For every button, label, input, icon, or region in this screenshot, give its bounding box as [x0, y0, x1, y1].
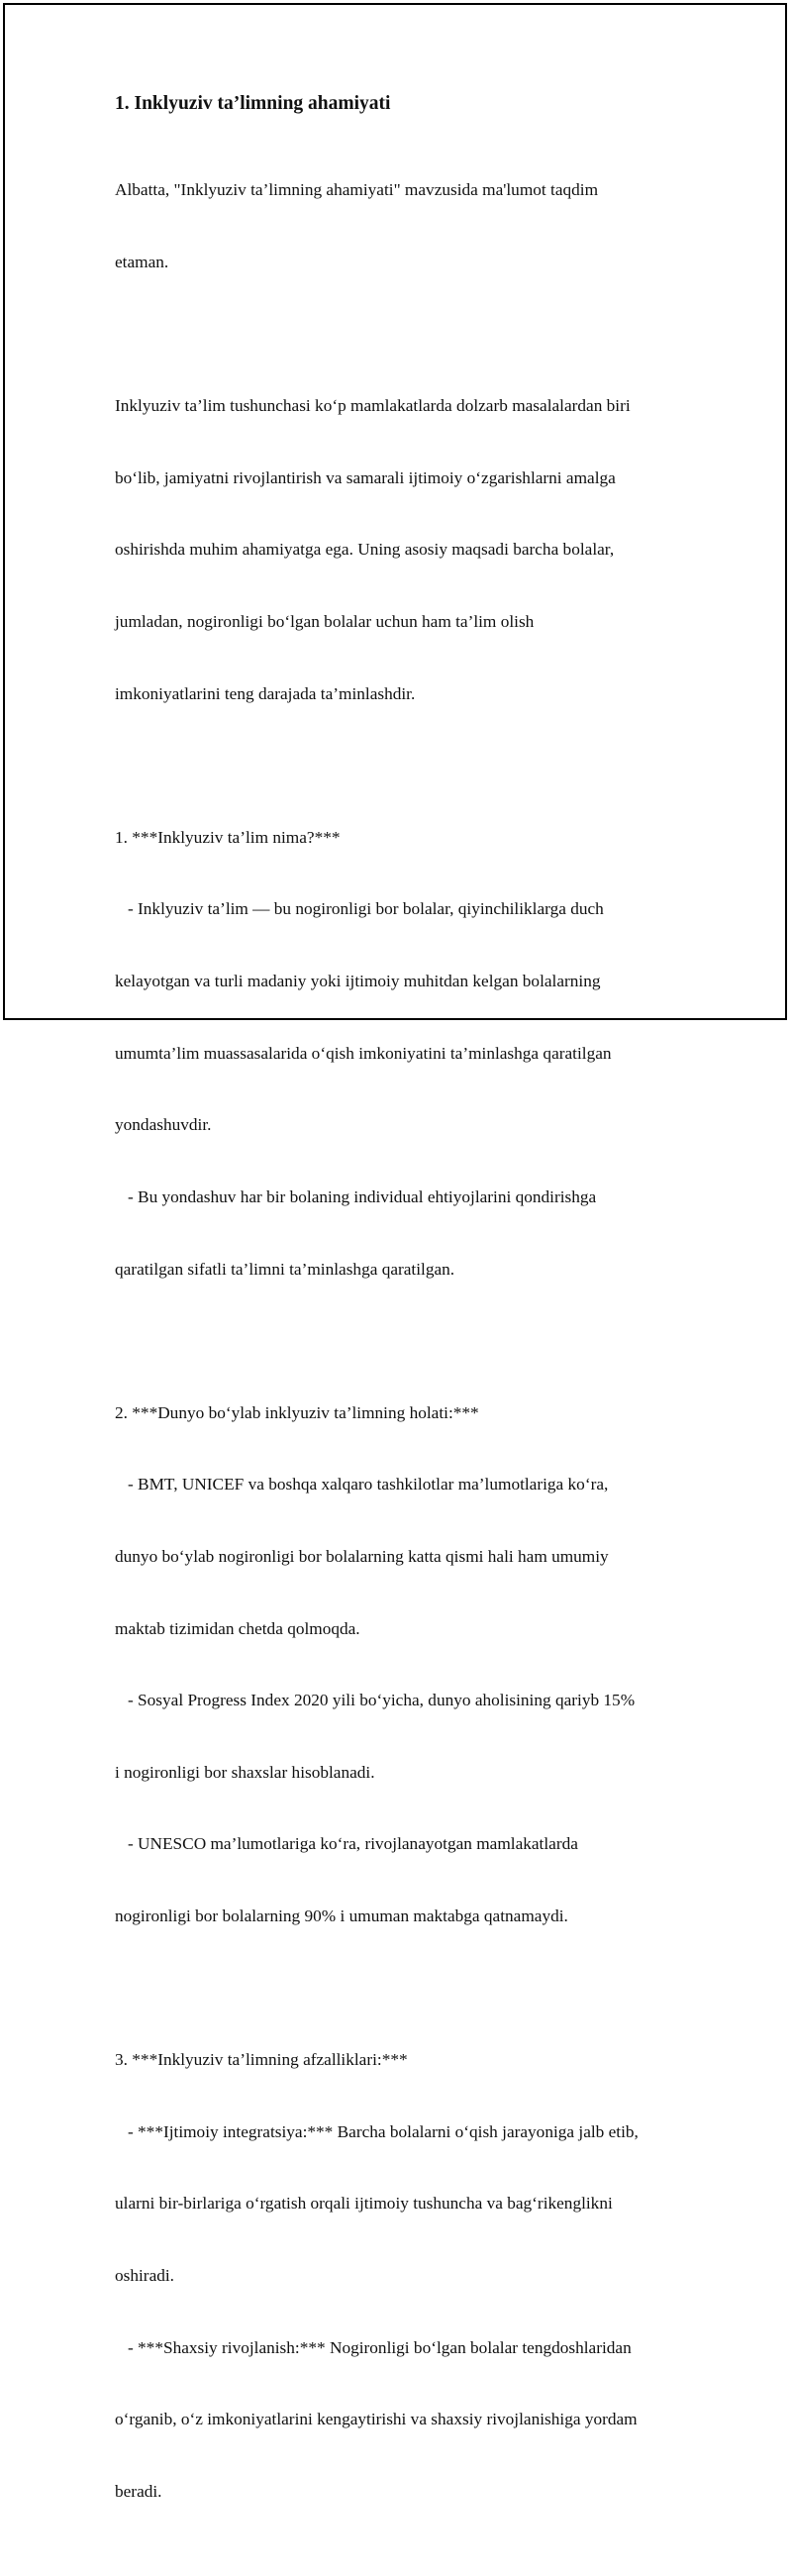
- text-line: dunyo bo‘ylab nogironligi bor bolalarning katta qismi hali ham umumiy: [115, 1546, 609, 1566]
- text-line: imkoniyatlarini teng darajada ta’minlashdir.: [115, 683, 416, 703]
- text-line: Inklyuziv ta’lim tushunchasi ko‘p mamlakatlarda dolzarb masalalardan biri: [115, 396, 631, 416]
- intro-paragraph: [115, 131, 689, 323]
- text-line: - Sosyal Progress Index 2020 yili bo‘yicha, dunyo aholisining qariyb 15%: [115, 1691, 636, 1710]
- text-line: jumladan, nogironligi bo‘lgan bolalar uchun ham ta’lim olish: [115, 612, 535, 632]
- text-line: - BMT, UNICEF va boshqa xalqaro tashkilotlar ma’lumotlariga ko‘ra,: [115, 1475, 609, 1494]
- text-line: o‘rganib, o‘z imkoniyatlarini kengaytirishi va shaxsiy rivojlanishiga yordam: [115, 2410, 638, 2429]
- text-line: Albatta, "Inklyuziv ta’limning ahamiyati" mavzusida ma'lumot taqdim: [115, 180, 599, 200]
- text-line: i nogironligi bor shaxslar hisoblanadi.: [115, 1762, 375, 1782]
- document-body: [115, 91, 689, 2576]
- text-line: etaman.: [115, 253, 169, 272]
- text-line: oshiradi.: [115, 2266, 174, 2286]
- section-3: [115, 2001, 689, 2552]
- text-line: - ***Ijtimoiy integratsiya:*** Barcha bolalarni o‘qish jarayoniga jalb etib,: [115, 2121, 639, 2141]
- text-line: yondashuvdir.: [115, 1115, 212, 1135]
- text-line: kelayotgan va turli madaniy yoki ijtimoiy muhitdan kelgan bolalarning: [115, 972, 601, 991]
- section-heading: 2. ***Dunyo bo‘ylab inklyuziv ta’limning holati:***: [115, 1402, 479, 1422]
- section-1: [115, 777, 689, 1329]
- text-line: oshirishda muhim ahamiyatga ega. Uning asosiy maqsadi barcha bolalar,: [115, 540, 615, 560]
- text-line: - Inklyuziv ta’lim — bu nogironligi bor bolalar, qiyinchiliklarga duch: [115, 899, 604, 919]
- definition-paragraph: [115, 347, 689, 754]
- text-line: - Bu yondashuv har bir bolaning individual ehtiyojlarini qondirishga: [115, 1186, 597, 1206]
- text-line: nogironligi bor bolalarning 90% i umuman maktabga qatnamaydi.: [115, 1906, 568, 1925]
- text-line: - ***Shaxsiy rivojlanish:*** Nogironligi bo‘lgan bolalar tengdoshlaridan: [115, 2337, 632, 2357]
- text-line: - UNESCO ma’lumotlariga ko‘ra, rivojlanayotgan mamlakatlarda: [115, 1834, 578, 1854]
- text-line: umumta’lim muassasalarida o‘qish imkoniyatini ta’minlashga qaratilgan: [115, 1043, 612, 1063]
- text-line: maktab tizimidan chetda qolmoqda.: [115, 1618, 360, 1638]
- section-heading: 3. ***Inklyuziv ta’limning afzalliklari:***: [115, 2050, 408, 2070]
- document-title: 1. Inklyuziv ta’limning ahamiyati: [115, 93, 391, 114]
- section-2: [115, 1353, 689, 1976]
- text-line: bo‘lib, jamiyatni rivojlantirish va samarali ijtimoiy o‘zgarishlarni amalga: [115, 467, 616, 487]
- text-line: ularni bir-birlariga o‘rgatish orqali ijtimoiy tushuncha va bag‘rikenglikni: [115, 2194, 613, 2214]
- section-heading: 1. ***Inklyuziv ta’lim nima?***: [115, 827, 341, 847]
- text-line: beradi.: [115, 2481, 162, 2501]
- text-line: qaratilgan sifatli ta’limni ta’minlashga qaratilgan.: [115, 1259, 455, 1279]
